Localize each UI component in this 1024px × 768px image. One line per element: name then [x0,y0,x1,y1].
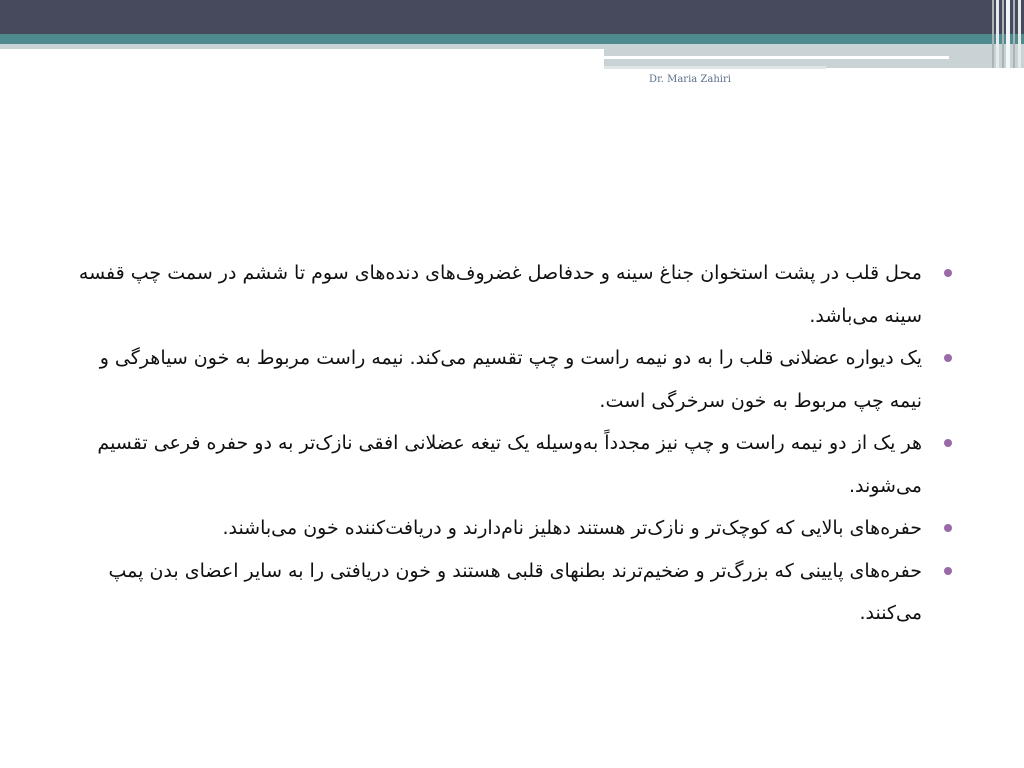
bullet-dot-icon [944,354,952,362]
vertical-bar [1006,0,1010,68]
vertical-bar [1013,0,1015,68]
bullet-dot-icon [944,439,952,447]
bullet-dot-icon [944,524,952,532]
bullet-text: یک دیواره عضلانی قلب را به دو نیمه راست و چپ تقسیم می‌کند. نیمه راست مربوط به خون سیاهرگی و نیمه چپ مربوط به خون سرخرگی است. [99,347,922,412]
header-line [604,56,949,59]
header-line [604,66,826,69]
bullet-dot-icon [944,567,952,575]
vertical-bar [1002,0,1004,68]
bullet-item [70,337,958,422]
bullet-item [70,422,958,507]
header-teal-band [0,34,1024,44]
header-vertical-bars [990,0,1024,68]
bullet-text: محل قلب در پشت استخوان جناغ سینه و حدفاصل غضروف‌های دنده‌های سوم تا ششم در سمت چپ قفسه سینه می‌باشد. [78,262,922,327]
bullet-item [70,252,958,337]
bullet-dot-icon [944,269,952,277]
vertical-bar [996,0,999,68]
vertical-bar [1018,0,1021,68]
bullet-list [70,252,958,635]
vertical-bar [992,0,994,68]
bullet-text: حفره‌های بالایی که کوچک‌تر و نازک‌تر هستند دهلیز نام‌دارند و دریافت‌کننده خون می‌باشند. [222,517,922,539]
bullet-text: هر یک از دو نیمه راست و چپ نیز مجدداً به‌وسیله یک تیغه عضلانی افقی نازک‌تر به دو حفره فرعی تقسیم می‌شوند. [97,432,922,497]
bullet-text: حفره‌های پایینی که بزرگ‌تر و ضخیم‌ترند بطنهای قلبی هستند و خون دریافتی را به سایر اعضای بدن پمپ می‌کنند. [108,559,922,624]
bullet-item [70,550,958,635]
slide-body [70,252,958,702]
bullet-item [70,507,958,550]
author-name: Dr. Maria Zahiri [649,74,731,85]
header-dark-band [0,0,1024,34]
